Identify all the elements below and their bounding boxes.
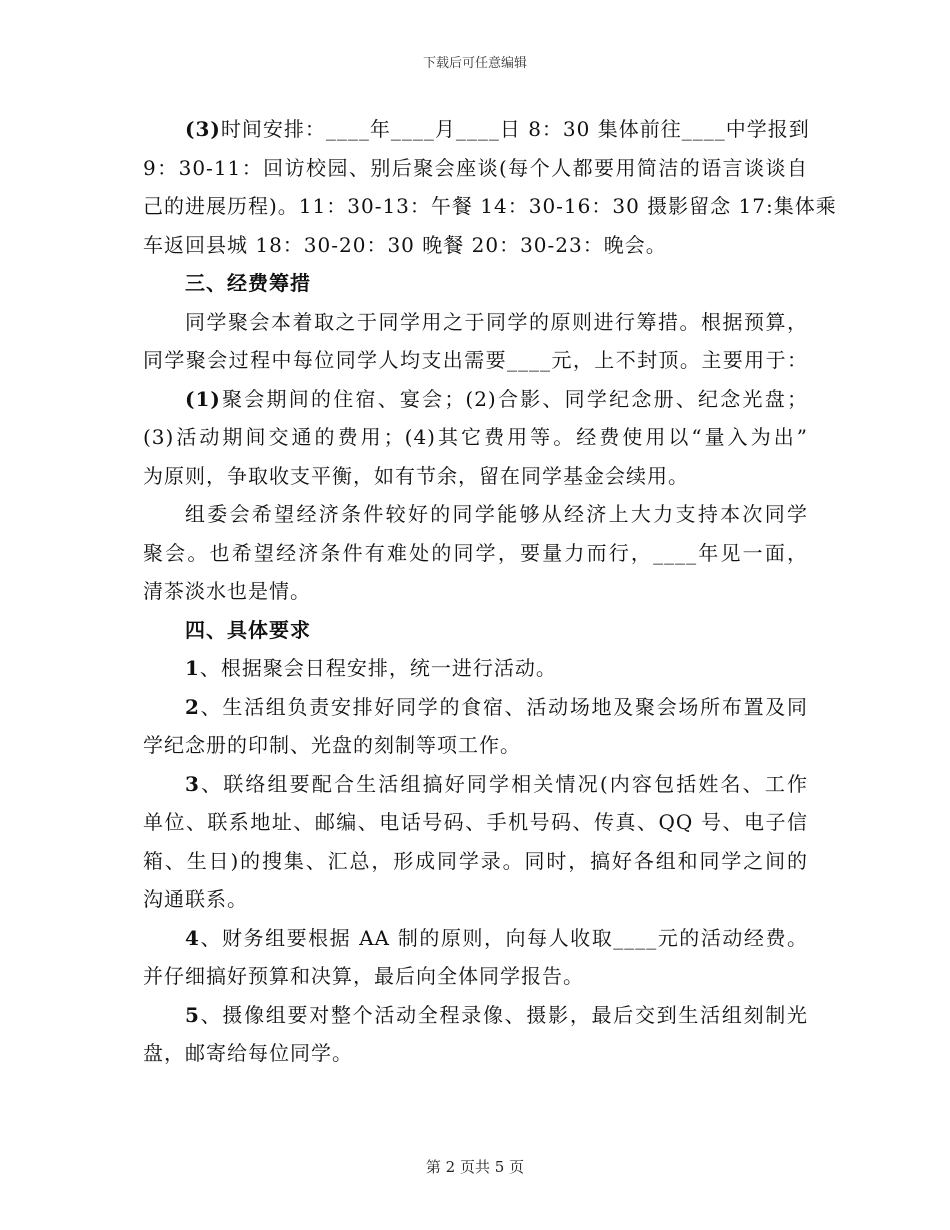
line-text: 、摄像组要对整个活动全程录像、摄影，最后交到生活组刻制光 — [199, 1002, 808, 1027]
item-number: 1 — [185, 656, 200, 680]
line-text: 聚会。也希望经济条件有难处的同学，要量力而行，____年见一面， — [143, 540, 808, 565]
line-text: 四、具体要求 — [185, 617, 311, 642]
text-line — [143, 1034, 808, 1073]
page-header: 下载后可任意编辑 — [422, 56, 527, 71]
text-line — [143, 303, 808, 342]
line-text: 同学聚会本着取之于同学用之于同学的原则进行筹措。根据预算， — [185, 309, 808, 334]
line-text: 箱、生日)的搜集、汇总，形成同学录。同时，搞好各组和同学之间的 — [143, 848, 808, 873]
item-number: (3) — [185, 117, 221, 141]
text-line — [143, 803, 808, 842]
line-text: 三、经费筹措 — [185, 271, 311, 295]
line-text: 学纪念册的印制、光盘的刻制等项工作。 — [143, 733, 521, 757]
line-text: 盘，邮寄给每位同学。 — [143, 1041, 353, 1065]
line-text: 车返回县城 18：30-20：30 晚餐 20：30-23：晚会。 — [143, 232, 667, 257]
text-line — [143, 880, 808, 919]
page-number: 第 2 页共 5 页 — [425, 1158, 525, 1176]
line-text: 聚会期间的住宿、宴会；(2)合影、同学纪念册、纪念光盘； — [220, 386, 808, 411]
line-text: 9：30-11：回访校园、别后聚会座谈(每个人都要用简洁的语言谈谈自 — [143, 155, 808, 180]
text-line — [143, 919, 808, 958]
text-line — [143, 380, 808, 419]
text-line — [143, 649, 808, 688]
text-line — [143, 187, 837, 226]
line-text: 为原则，争取收支平衡，如有节余，留在同学基金会续用。 — [143, 463, 689, 488]
text-line — [143, 534, 808, 573]
text-line — [143, 688, 808, 727]
item-number: 3 — [185, 771, 200, 796]
line-text: 单位、联系地址、邮编、电话号码、手机号码、传真、QQ 号、电子信 — [143, 810, 808, 834]
text-line — [143, 957, 808, 996]
line-text: 己的进展历程)。11：30-13：午餐 14：30-16：30 摄影留念 17:集体乘 — [143, 194, 837, 218]
line-text: 、根据聚会日程安排，统一进行活动。 — [199, 656, 557, 680]
item-number: 5 — [185, 1002, 200, 1027]
line-text: 并仔细搞好预算和决算，最后向全体同学报告。 — [143, 964, 584, 988]
line-text: 时间安排：____年____月____日 8：30 集体前往____中学报到 — [220, 117, 810, 141]
text-line — [143, 418, 808, 457]
text-line — [143, 726, 808, 765]
document-body — [143, 110, 837, 1073]
text-line — [143, 110, 808, 149]
line-text: (3)活动期间交通的费用；(4)其它费用等。经费使用以“量入为出” — [143, 425, 808, 449]
line-text: 、财务组要根据 AA 制的原则，向每人收取____元的活动经费。 — [199, 925, 808, 950]
text-line — [143, 842, 808, 881]
section-heading — [143, 264, 808, 303]
line-text: 、生活组负责安排好同学的食宿、活动场地及聚会场所布置及同 — [199, 694, 808, 719]
text-line — [143, 226, 808, 265]
line-text: 清茶淡水也是情。 — [143, 579, 311, 603]
line-text: 组委会希望经济条件较好的同学能够从经济上大力支持本次同学 — [185, 502, 808, 526]
text-line — [143, 996, 808, 1035]
section-heading — [143, 611, 808, 650]
item-number: 4 — [185, 925, 200, 950]
text-line — [143, 765, 808, 804]
text-line — [143, 495, 808, 534]
text-line — [143, 457, 808, 496]
text-line — [143, 341, 808, 380]
text-line — [143, 149, 808, 188]
text-line — [143, 572, 808, 611]
line-text: 同学聚会过程中每位同学人均支出需要____元，上不封顶。主要用于： — [143, 348, 808, 372]
item-number: 2 — [185, 694, 200, 719]
item-number: (1) — [185, 386, 221, 411]
line-text: 、联络组要配合生活组搞好同学相关情况(内容包括姓名、工作 — [199, 771, 808, 796]
line-text: 沟通联系。 — [143, 887, 248, 911]
